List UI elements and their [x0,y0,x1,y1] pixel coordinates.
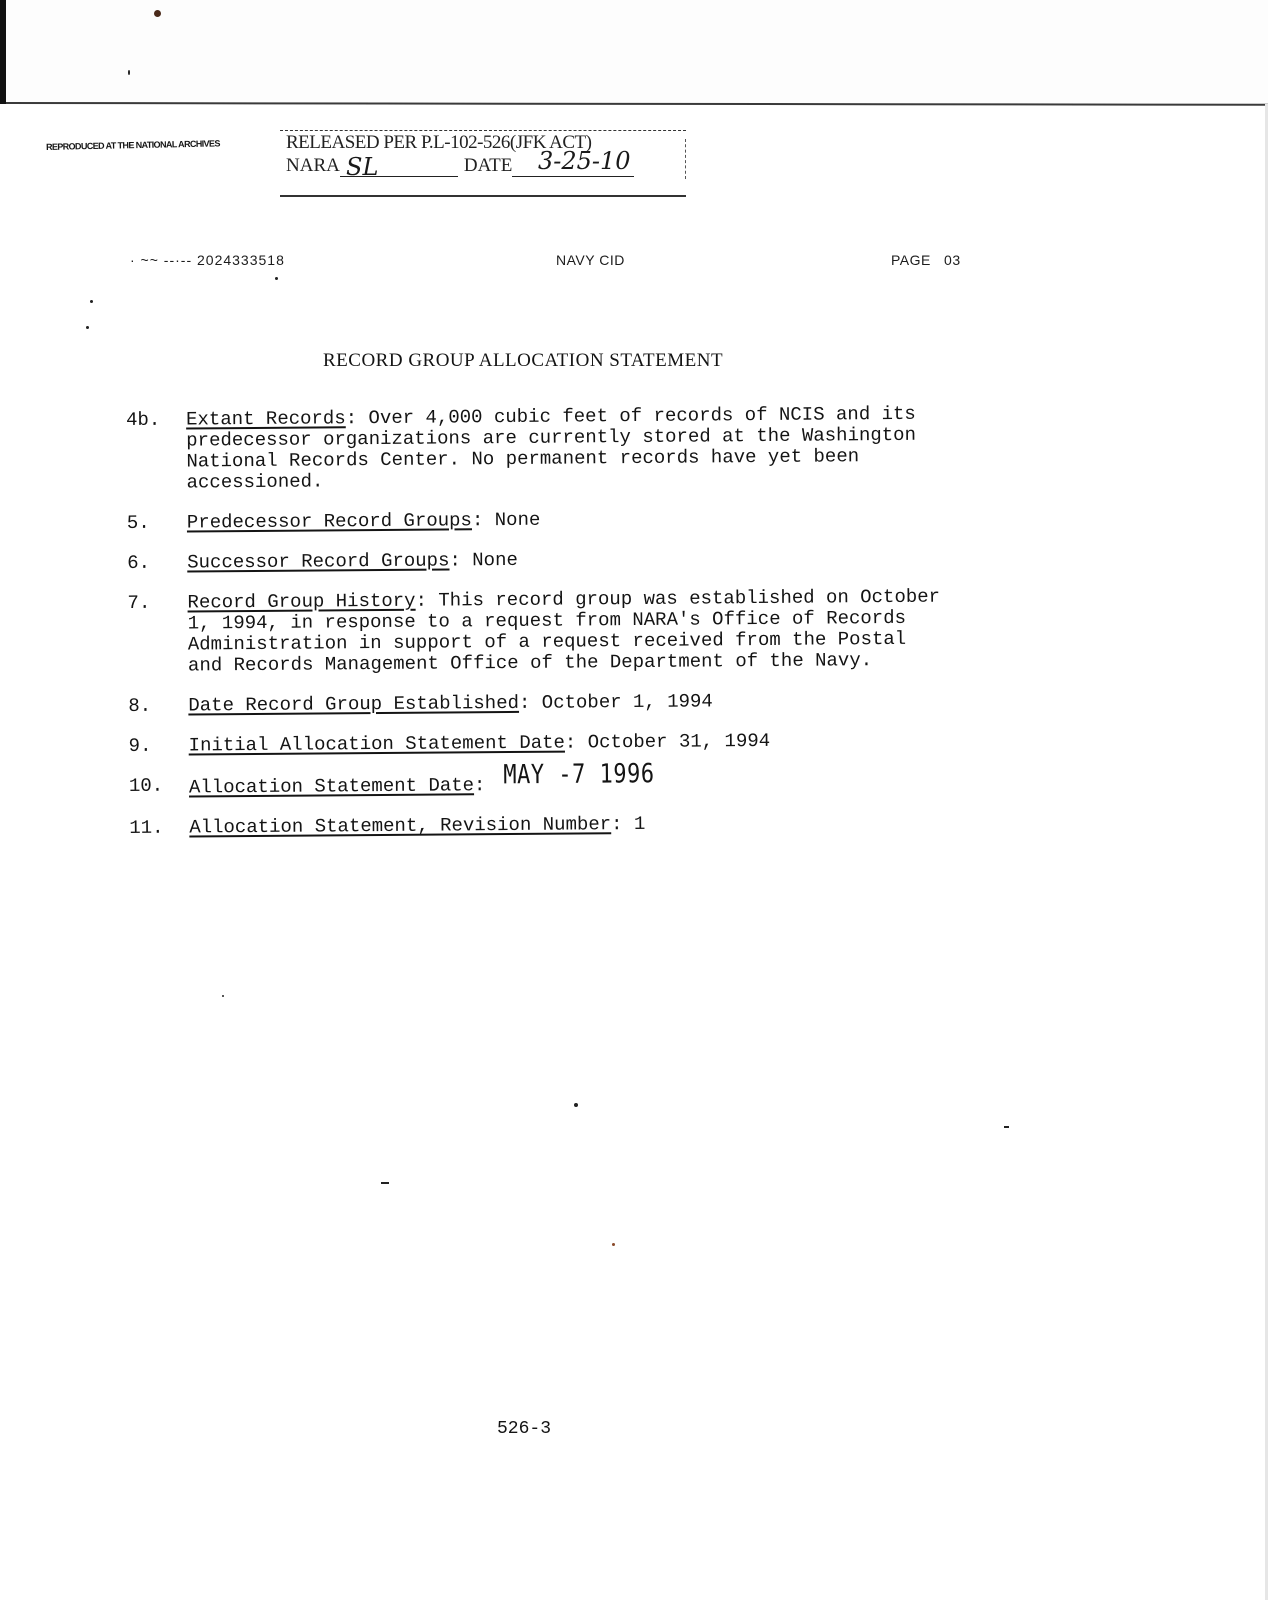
scan-speck [154,10,161,17]
item-text: : None [449,548,518,572]
item-number: 5. [126,511,150,534]
item-label: Initial Allocation Statement Date [188,731,565,757]
page-label: PAGE [891,252,931,268]
item-text: : [473,774,486,797]
item-label: Successor Record Groups [187,549,450,574]
item-label: Date Record Group Established [188,691,520,717]
archive-reproduction-mark: REPRODUCED AT THE NATIONAL ARCHIVES [45,138,220,152]
item-label: Allocation Statement, Revision Number [189,813,612,839]
scan-speck [90,300,93,303]
scan-speck [574,1103,578,1107]
item-successor-record-groups [127,547,947,574]
item-number: 4b. [125,408,161,431]
scan-speck [612,1243,615,1246]
fax-header-sender: NAVY CID [556,252,625,268]
fax-header [0,252,1268,272]
item-text: : October 31, 1994 [564,729,771,754]
item-text: : None [471,508,541,532]
item-record-group-history [127,587,948,677]
scan-speck [275,277,278,280]
item-number: 6. [127,551,151,574]
item-extant-records [126,404,947,494]
item-number: 7. [127,591,151,614]
item-text: : This record group was established on October 1, 1994, in response to a request from NARA's Office of Records Administration in support of a request received from the Postal and Records Management Office of the Department of the Navy. [187,585,941,677]
item-number: 10. [128,774,164,797]
scan-top-margin [0,0,1268,104]
item-label: Allocation Statement Date [188,774,475,799]
document-title: RECORD GROUP ALLOCATION STATEMENT [323,350,724,371]
item-date-established [128,690,948,717]
date-stamp: MAY -7 1996 [503,759,655,791]
item-label: Record Group History [187,589,416,614]
item-text: : October 1, 1994 [518,690,713,714]
item-predecessor-record-groups [127,507,947,534]
release-stamp [280,130,686,197]
item-label: Extant Records [185,407,346,431]
page-number: 03 [944,252,961,268]
item-initial-allocation-date [129,730,949,757]
page-footer-code: 526-3 [497,1419,552,1439]
item-revision-number [129,812,949,839]
fax-header-number: · ~~ --·-- 2024333518 [130,252,285,268]
scan-speck [222,995,224,997]
item-allocation-statement-date [128,759,949,799]
item-number: 9. [128,734,152,757]
scan-speck [381,1182,389,1184]
scan-speck [128,70,130,75]
scan-speck [1004,1126,1009,1128]
release-stamp-line: RELEASED PER P.L-102-526(JFK ACT) [286,132,592,153]
item-number: 11. [129,816,164,839]
fax-header-page [891,252,961,268]
date-label: DATE [463,155,513,176]
scan-left-edge [0,0,6,104]
scan-speck [86,326,89,329]
item-text: : Over 4,000 cubic feet of records of NCIS and its predecessor organizations are currently stored at the Washington National Records Center. No permanent records have yet been accessioned. [186,402,917,494]
nara-initials-handwritten: SL [346,153,379,181]
page-top-edge [6,102,1268,106]
item-label: Predecessor Record Groups [186,509,473,534]
stamp-border-right [685,139,686,179]
statement-items [126,404,949,858]
release-date-handwritten: 3-25-10 [538,147,631,175]
item-number: 8. [128,694,152,717]
item-text: : 1 [611,812,646,836]
nara-label: NARA [286,155,340,176]
